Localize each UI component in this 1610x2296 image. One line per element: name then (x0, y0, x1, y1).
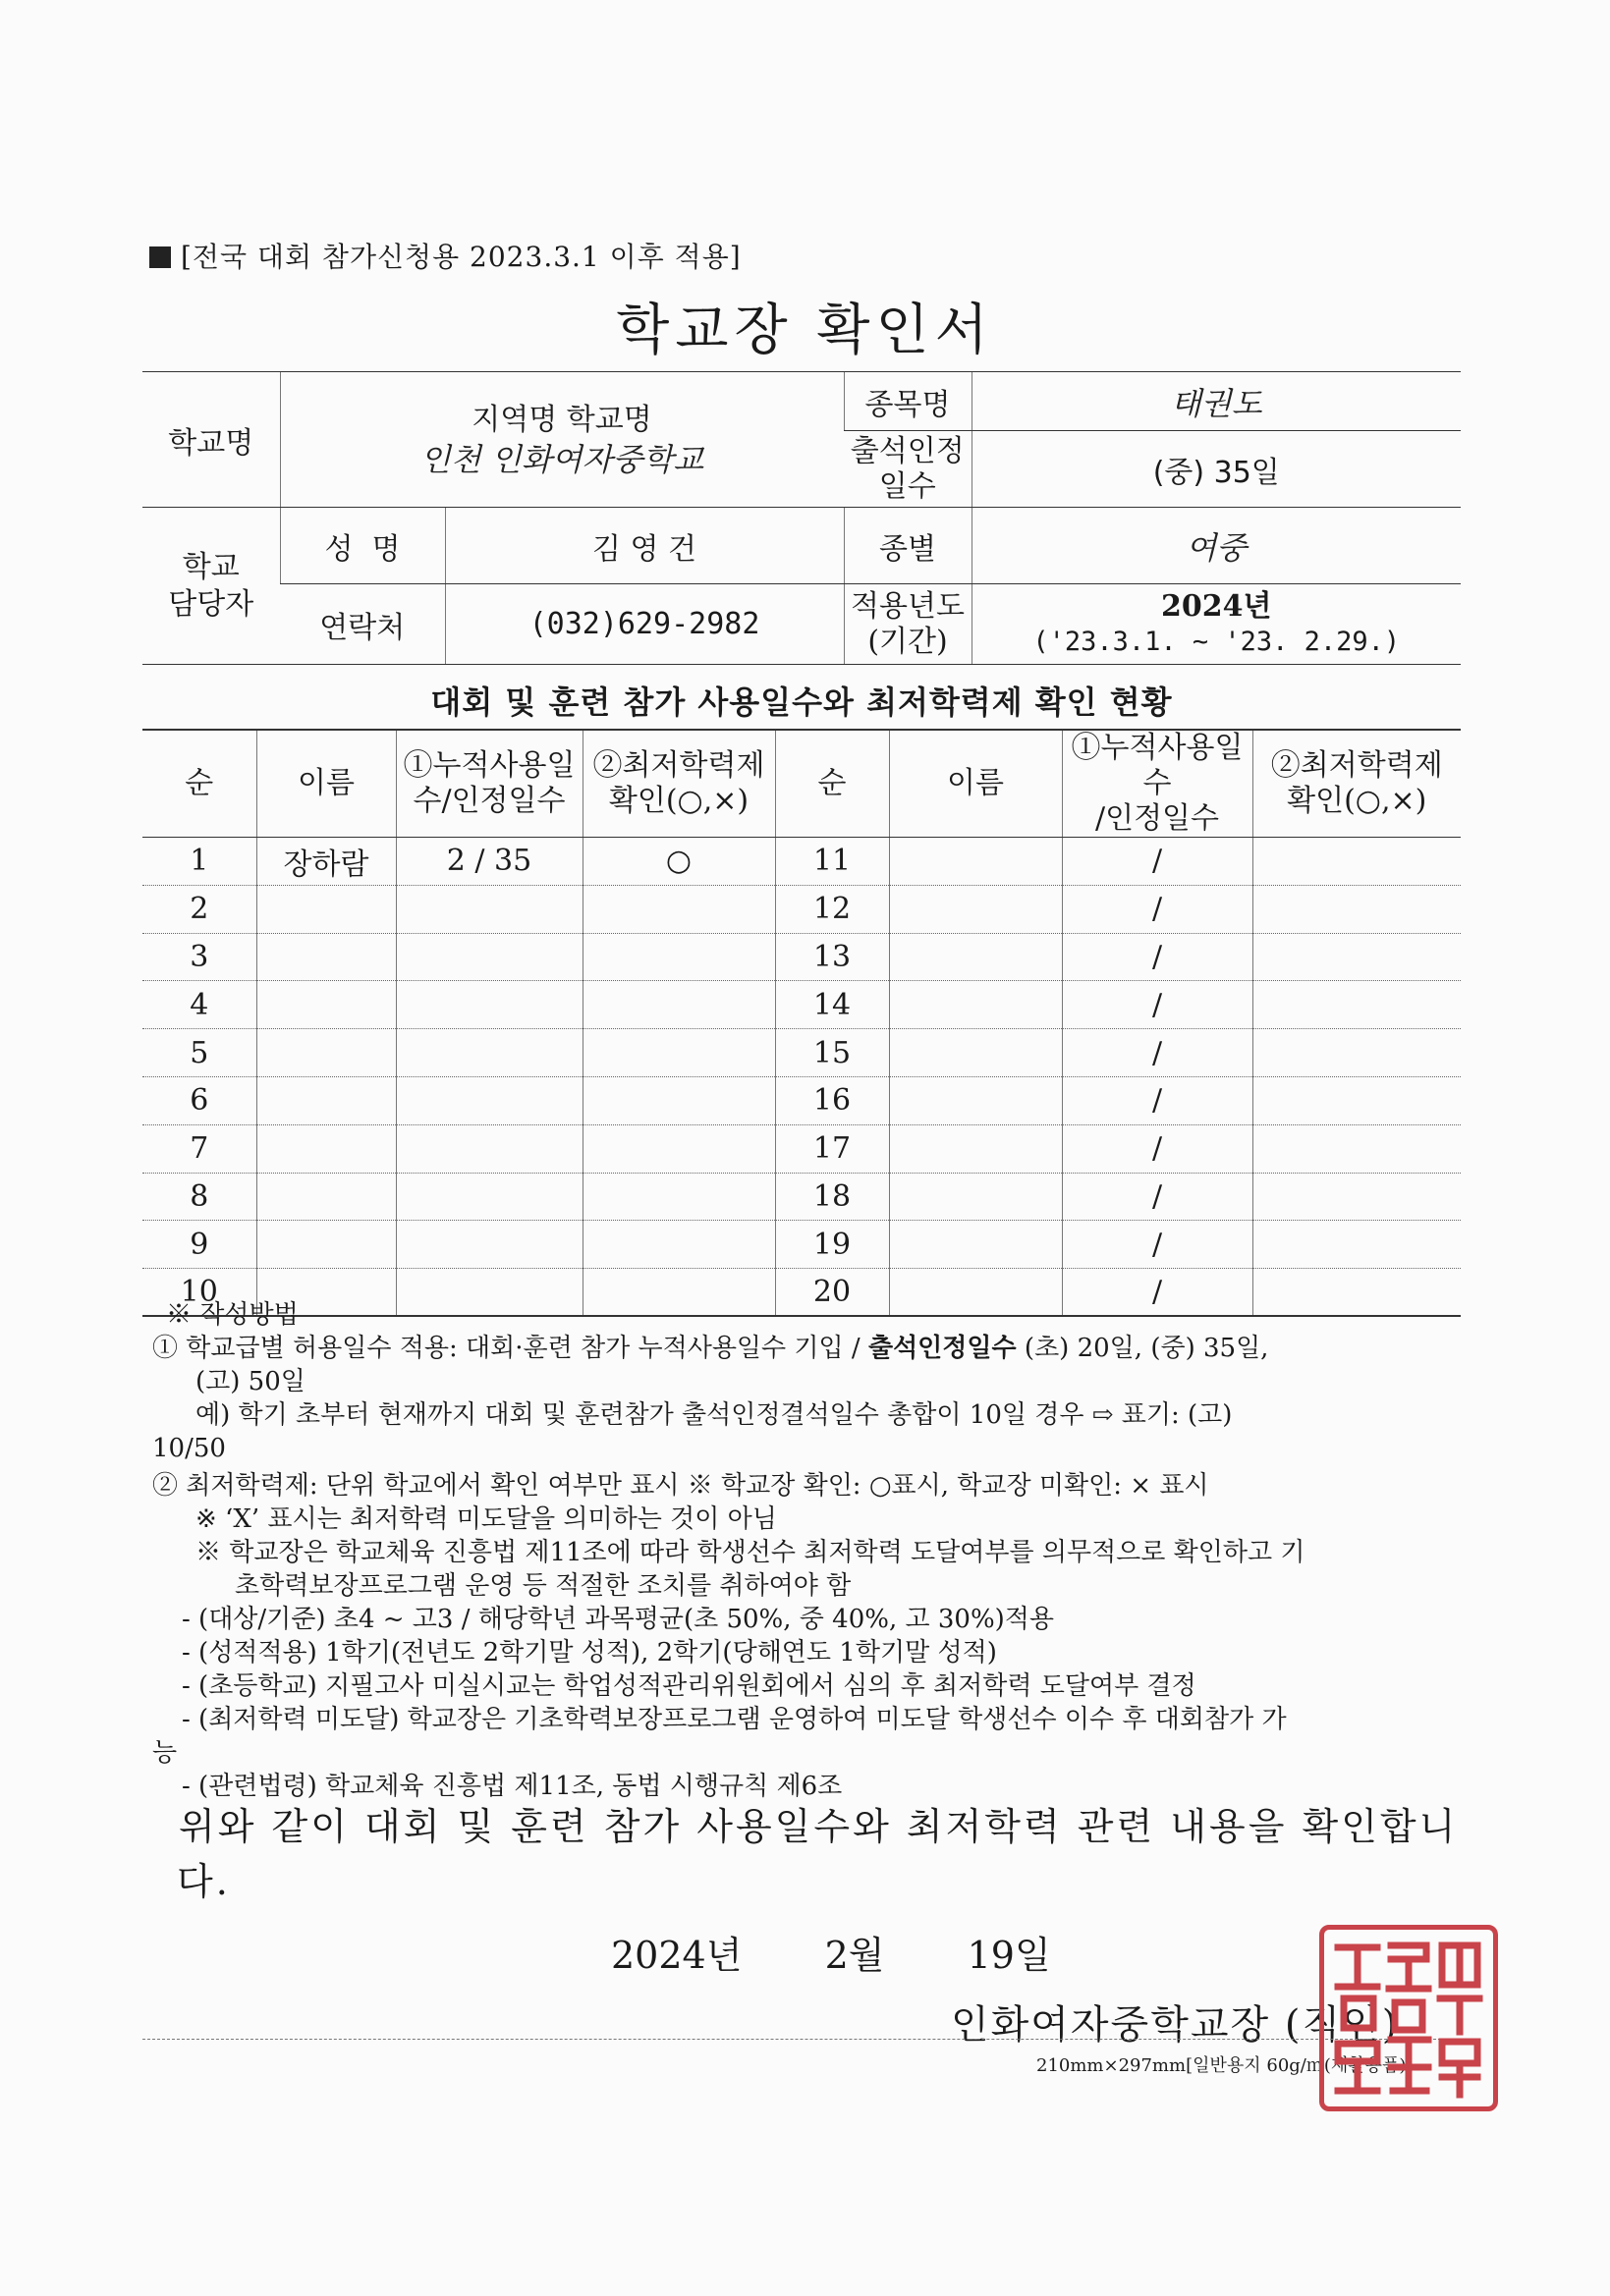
year-label-line1: 적용년도 (851, 588, 965, 624)
row-no-right: 13 (775, 933, 889, 981)
row-days-left (396, 1076, 583, 1124)
row-days-right: / (1062, 838, 1252, 886)
row-check-left (583, 1221, 775, 1269)
row-check-left (583, 933, 775, 981)
form-type-note (149, 236, 742, 275)
school-info-table (142, 371, 1461, 665)
table-header-row (142, 730, 1461, 838)
detail-5: - (관련법령) 학교체육 진흥법 제11조, 동법 시행규칙 제6조 (182, 1772, 843, 1801)
attend-label-line1: 출석인정 (850, 433, 965, 468)
division-value: 여중 (972, 508, 1461, 584)
row-name-left (256, 1221, 396, 1269)
row-no-right: 11 (775, 838, 889, 886)
row-check-left (583, 1029, 775, 1077)
table-row (142, 1173, 1461, 1221)
row-name-right (889, 1076, 1062, 1124)
col-header-no-right: 순 (775, 730, 889, 838)
row-no-right: 12 (775, 885, 889, 933)
table-row (142, 838, 1461, 886)
square-bullet-icon (149, 246, 171, 268)
col-header-name-right: 이름 (889, 730, 1062, 838)
row-name-left (256, 885, 396, 933)
year-label-line2: (기간) (867, 624, 948, 659)
check-left-line1: ②최저학력제 (592, 748, 765, 783)
table-row (142, 981, 1461, 1029)
row-name-right (889, 981, 1062, 1029)
year-label (844, 584, 972, 665)
detail-2: - (성적적용) 1학기(전년도 2학기말 성적), 2학기(당해연도 1학기말 성적) (182, 1638, 997, 1667)
row-name-right (889, 885, 1062, 933)
table-row (142, 1221, 1461, 1269)
row-check-right (1252, 1076, 1461, 1124)
year-value-cell (972, 584, 1461, 665)
attend-days-label (844, 431, 972, 508)
bottom-divider (142, 2039, 1461, 2040)
check-right-line1: ②최저학력제 (1270, 748, 1443, 783)
row-no-right: 17 (775, 1124, 889, 1173)
attend-days-value: (중) 35일 (972, 431, 1461, 508)
manager-label-line2: 담당자 (168, 586, 254, 622)
check-left-line2: 확인(○,×) (608, 784, 749, 818)
note-2-b: ※ 학교장은 학교체육 진흥법 제11조에 따라 학생선수 최저학력 도달여부를 의무적으로 확인하고 기 (195, 1538, 1305, 1567)
row-days-left (396, 933, 583, 981)
row-check-right (1252, 1029, 1461, 1077)
row-check-right (1252, 933, 1461, 981)
row-no-right: 19 (775, 1221, 889, 1269)
note-1-example: 예) 학기 초부터 현재까지 대회 및 훈련참가 출석인정결석일수 총합이 10일 경우 ⇨ 표기: (고) (195, 1400, 1233, 1430)
row-days-left (396, 981, 583, 1029)
table-row (142, 1029, 1461, 1077)
paper-size-note: 210mm×297mm[일반용지 60g/㎡(재활용품)] (1036, 2055, 1414, 2076)
row-name-right (889, 1029, 1062, 1077)
participation-table (142, 729, 1461, 1317)
days-right-line1: ①누적사용일수 (1071, 731, 1244, 800)
table-row (142, 1124, 1461, 1173)
row-name-right (889, 838, 1062, 886)
row-days-left (396, 1029, 583, 1077)
row-name-right (889, 1221, 1062, 1269)
row-name-left (256, 1029, 396, 1077)
document-title: 학교장 확인서 (616, 299, 994, 362)
row-no-left: 6 (142, 1076, 256, 1124)
note-1-bold: 출석인정일수 (867, 1334, 1017, 1363)
year-value: 2024년 (1161, 588, 1272, 624)
row-days-left (396, 1124, 583, 1173)
row-check-left (583, 1173, 775, 1221)
row-check-right (1252, 885, 1461, 933)
seal-icon (1324, 1930, 1493, 2106)
row-no-right: 14 (775, 981, 889, 1029)
detail-4: - (최저학력 미도달) 학교장은 기초학력보장프로그램 운영하여 미도달 학생선수 이수 후 대회참가 가 (182, 1705, 1287, 1734)
school-name-hint: 지역명 학교명 (472, 402, 652, 437)
col-header-no-left: 순 (142, 730, 256, 838)
row-check-right (1252, 838, 1461, 886)
row-no-left: 8 (142, 1173, 256, 1221)
check-right-line2: 확인(○,×) (1287, 784, 1427, 818)
row-check-left: ○ (583, 838, 775, 886)
notes-heading: ※ 작성방법 (166, 1300, 299, 1330)
detail-4-cont: 능 (152, 1738, 178, 1768)
row-name-left (256, 1124, 396, 1173)
col-header-name-left: 이름 (256, 730, 396, 838)
section-title: 대회 및 훈련 참가 사용일수와 최저학력제 확인 현황 (430, 683, 1173, 721)
note-1-example-cont: 10/50 (152, 1434, 226, 1463)
col-header-days-right (1062, 730, 1252, 838)
note-2-b-cont: 초학력보장프로그램 운영 등 적절한 조치를 취하여야 함 (235, 1571, 852, 1601)
confirmation-line2: 다. (177, 1860, 231, 1903)
name-value: 김 영 건 (445, 508, 844, 584)
row-no-left: 7 (142, 1124, 256, 1173)
row-check-right (1252, 1173, 1461, 1221)
row-name-right (889, 933, 1062, 981)
row-days-right: / (1062, 1124, 1252, 1173)
row-name-left: 장하람 (256, 838, 396, 886)
row-no-right: 20 (775, 1269, 889, 1317)
row-no-left: 4 (142, 981, 256, 1029)
row-name-left (256, 933, 396, 981)
row-no-right: 15 (775, 1029, 889, 1077)
table-row (142, 885, 1461, 933)
note-1-text: ① 학교급별 허용일수 적용: 대회·훈련 참가 누적사용일수 기입 / (152, 1334, 868, 1363)
row-check-left (583, 1124, 775, 1173)
form-type-text: [전국 대회 참가신청용 2023.3.1 이후 적용] (181, 241, 742, 273)
row-no-left: 10 (142, 1269, 256, 1317)
official-seal-stamp (1319, 1925, 1498, 2111)
row-check-left (583, 885, 775, 933)
confirmation-statement (179, 1799, 1458, 1909)
instructions (152, 1298, 1459, 1803)
table-row (142, 1076, 1461, 1124)
row-days-right: / (1062, 1076, 1252, 1124)
confirmation-line1: 위와 같이 대회 및 훈련 참가 사용일수와 최저학력 관련 내용을 확인합니 (179, 1805, 1459, 1848)
issue-date: 2024년 2월 19일 (611, 1934, 1051, 1977)
row-check-right (1252, 1124, 1461, 1173)
division-label: 종별 (844, 508, 972, 584)
contact-label: 연락처 (280, 584, 445, 665)
row-name-left (256, 981, 396, 1029)
row-check-right (1252, 1221, 1461, 1269)
row-no-left: 3 (142, 933, 256, 981)
row-days-right: / (1062, 885, 1252, 933)
row-days-left: 2 / 35 (396, 838, 583, 886)
school-name-value: 인천 인화여자중학교 (419, 440, 704, 478)
row-days-right: / (1062, 933, 1252, 981)
principal-signature: 인화여자중학교장 (직인) (951, 2002, 1400, 2048)
note-1-text-b: (초) 20일, (중) 35일, (1016, 1334, 1269, 1363)
row-no-right: 18 (775, 1173, 889, 1221)
attend-label-line2: 일수 (878, 468, 936, 504)
days-right-line2: /인정일수 (1094, 801, 1220, 836)
row-days-right: / (1062, 981, 1252, 1029)
period-value: ('23.3.1. ~ '23. 2.29.) (1032, 626, 1401, 657)
row-check-left (583, 1076, 775, 1124)
row-no-left: 2 (142, 885, 256, 933)
table-row (142, 933, 1461, 981)
detail-3: - (초등학교) 지필고사 미실시교는 학업성적관리위원회에서 심의 후 최저학력 도달여부 결정 (182, 1671, 1196, 1701)
row-no-right: 16 (775, 1076, 889, 1124)
row-name-right (889, 1124, 1062, 1173)
detail-1: - (대상/기준) 초4 ~ 고3 / 해당학년 과목평균(초 50%, 중 40%, 고 30%)적용 (182, 1605, 1055, 1634)
note-2-a: ※ ‘X’ 표시는 최저학력 미도달을 의미하는 것이 아님 (195, 1504, 777, 1534)
row-check-left (583, 981, 775, 1029)
note-2: ② 최저학력제: 단위 학교에서 확인 여부만 표시 ※ 학교장 확인: ○표시, 학교장 미확인: × 표시 (152, 1471, 1209, 1501)
manager-label (142, 508, 280, 665)
row-name-left (256, 1173, 396, 1221)
name-label: 성 명 (280, 508, 445, 584)
note-1-cont: (고) 50일 (195, 1367, 305, 1396)
school-label: 학교명 (142, 372, 280, 508)
row-days-left (396, 885, 583, 933)
manager-label-line1: 학교 (182, 549, 240, 584)
row-no-left: 9 (142, 1221, 256, 1269)
days-left-line2: 수/인정일수 (413, 784, 566, 818)
col-header-check-left (583, 730, 775, 838)
col-header-check-right (1252, 730, 1461, 838)
row-days-right: / (1062, 1221, 1252, 1269)
note-1 (152, 1332, 1459, 1365)
row-days-left (396, 1173, 583, 1221)
event-label: 종목명 (844, 372, 972, 431)
row-no-left: 1 (142, 838, 256, 886)
row-no-left: 5 (142, 1029, 256, 1077)
row-days-right: / (1062, 1029, 1252, 1077)
event-value: 태권도 (972, 372, 1461, 431)
col-header-days-left (396, 730, 583, 838)
row-name-right (889, 1173, 1062, 1221)
contact-value: (032)629-2982 (445, 584, 844, 665)
row-days-right: / (1062, 1173, 1252, 1221)
row-days-left (396, 1221, 583, 1269)
row-name-left (256, 1076, 396, 1124)
days-left-line1: ①누적사용일 (403, 748, 576, 783)
row-days-right: / (1062, 1269, 1252, 1317)
school-name-cell (280, 372, 844, 508)
row-check-right (1252, 981, 1461, 1029)
